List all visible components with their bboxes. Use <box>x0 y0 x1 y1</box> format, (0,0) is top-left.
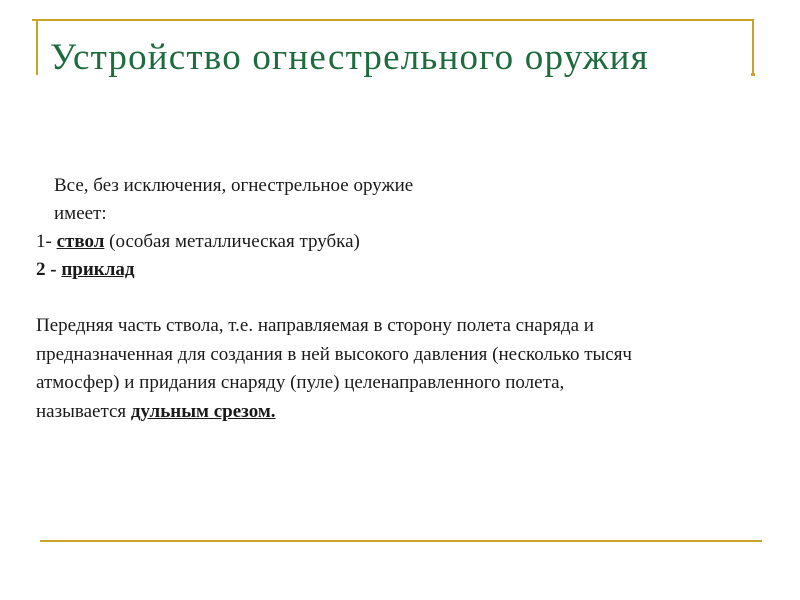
frame-top-line <box>32 19 754 21</box>
frame-left-line <box>36 19 38 75</box>
list-item-barrel <box>36 228 676 256</box>
intro-line-1: Все, без исключения, огнестрельное оружие <box>54 175 414 196</box>
term-barrel: ствол <box>56 231 105 252</box>
list-item-stock <box>36 256 676 284</box>
intro-text <box>54 172 676 228</box>
slide-content <box>36 172 676 426</box>
intro-line-2: имеет: <box>54 203 107 224</box>
list-item-description: (особая металлическая трубка) <box>104 231 360 252</box>
slide-title: Устройство огнестрельного оружия <box>50 37 649 78</box>
muzzle-paragraph <box>36 312 636 426</box>
list-item-number: 1- <box>36 231 57 252</box>
frame-dot <box>751 73 755 76</box>
term-muzzle: дульным срезом. <box>130 400 276 422</box>
term-stock: приклад <box>61 259 135 280</box>
frame-right-line <box>752 19 754 75</box>
paragraph-text: Передняя часть ствола, т.е. направляемая в сторону полета снаряда и предназначенная для создания в ней высокого давления (несколько тысяч атмосфер) и придания снаряду (пуле) целенаправленного полета, называется <box>36 315 632 422</box>
list-item-number: 2 - <box>36 259 62 280</box>
frame-bottom-line <box>40 540 762 542</box>
